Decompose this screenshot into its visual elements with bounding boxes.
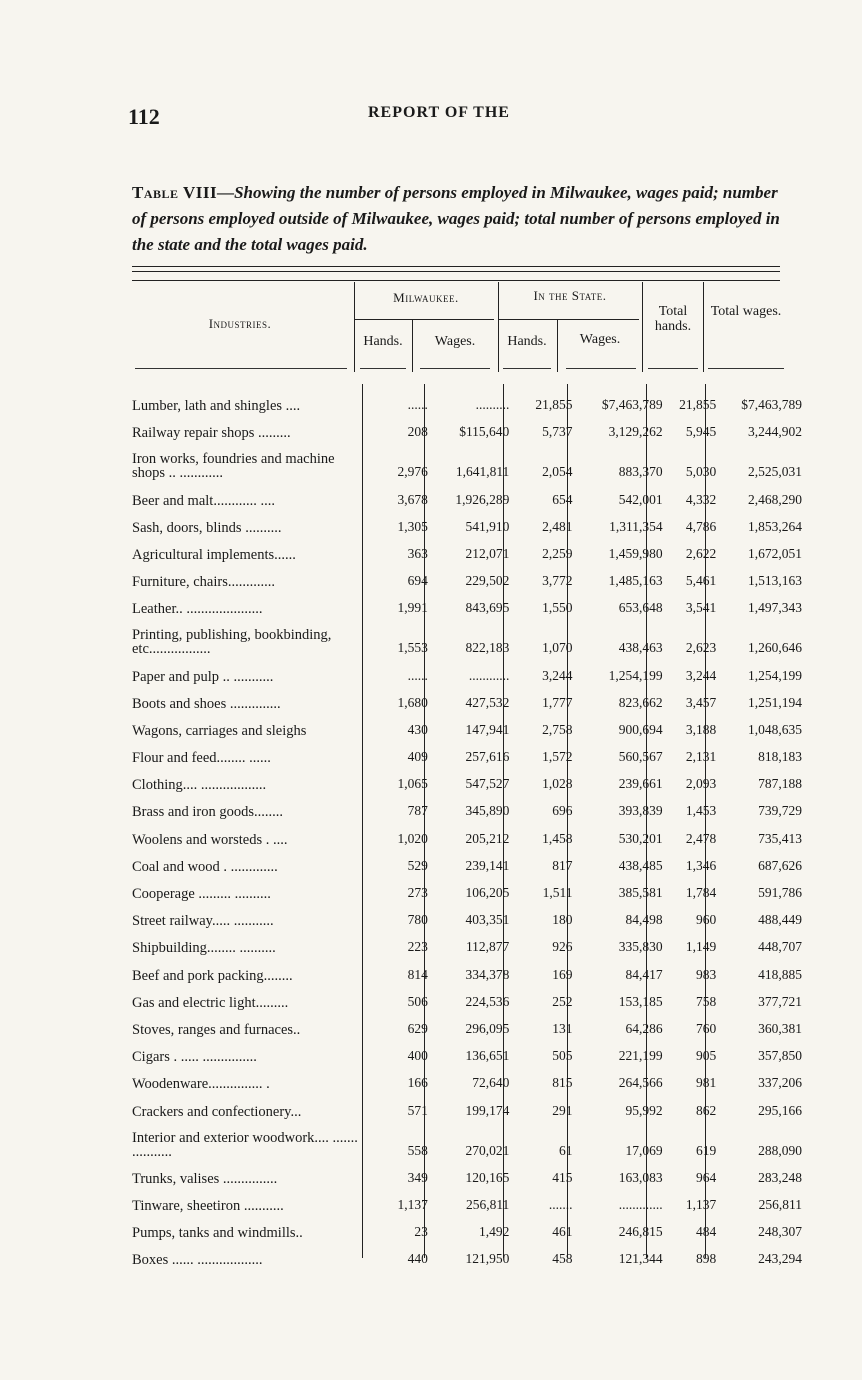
industry-cell: Crackers and confectionery... [132,1103,302,1120]
industry-cell: Beef and pork packing........ [132,967,293,984]
industry-cell: Brass and iron goods........ [132,804,284,821]
header-in-state: In the State. [533,288,607,303]
milwaukee-hands-cell: 571 [407,1102,428,1118]
state-wages-cell: 64,286 [625,1020,663,1036]
state-wages-cell: 153,185 [618,993,663,1009]
state-hands-cell: 2,758 [542,721,573,737]
state-hands-cell: 815 [552,1075,573,1091]
industry-cell: Cooperage ......... .......... [132,886,271,902]
total-wages-cell: 1,513,163 [748,573,802,589]
milwaukee-hands-cell: 2,976 [397,464,428,480]
total-hands-cell: 21,855 [679,397,717,413]
milwaukee-hands-cell: 23 [414,1224,428,1240]
milwaukee-wages-cell: 1,641,811 [455,464,510,480]
industry-cell: Leather.. ..................... [132,601,263,618]
total-wages-cell: 787,188 [758,776,802,792]
total-wages-cell: 1,048,635 [748,721,802,737]
industry-cell: Boxes ...... .................. [132,1252,263,1269]
industry-cell: Furniture, chairs............. [132,574,275,591]
total-hands-cell: 2,131 [685,749,717,765]
table-row [132,983,802,1010]
total-hands-cell: 758 [695,993,717,1009]
state-wages-cell: 1,485,163 [608,573,663,589]
milwaukee-hands-cell: 1,680 [397,694,428,710]
table-row [132,765,802,792]
group-rule [354,319,494,320]
milwaukee-hands-cell: ...... [407,397,428,413]
state-wages-cell: 264,566 [618,1075,663,1091]
milwaukee-wages-cell: 270,021 [465,1142,510,1158]
industry-cell: Sash, doors, blinds .......... [132,519,282,536]
state-hands-cell: 3,772 [542,573,573,589]
table-row [132,656,802,683]
total-hands-cell: 760 [695,1020,717,1036]
industry-cell: Iron works, foundries and machine shops .. ............ [132,451,335,482]
milwaukee-hands-cell: 223 [407,939,428,955]
milwaukee-hands-cell: 400 [407,1048,428,1064]
total-hands-cell: 5,461 [685,573,717,589]
milwaukee-hands-cell: 1,305 [397,518,428,534]
milwaukee-wages-cell: 403,351 [465,912,510,928]
state-hands-cell: 291 [552,1102,573,1118]
state-wages-cell: 653,648 [618,600,663,616]
total-hands-cell: 3,541 [685,600,717,616]
industry-cell: Coal and wood . ............. [132,858,278,875]
milwaukee-wages-cell: 147,941 [465,721,510,737]
total-wages-cell: 360,381 [758,1020,802,1036]
total-hands-cell: 4,332 [685,491,717,507]
milwaukee-hands-cell: 166 [407,1075,428,1091]
state-hands-cell: 505 [552,1048,573,1064]
table-row [132,440,802,480]
table-row [132,562,802,589]
total-wages-cell: 735,413 [758,830,802,846]
milwaukee-wages-cell: 112,877 [465,939,510,955]
industry-cell: Stoves, ranges and furnaces.. [132,1021,301,1038]
state-hands-cell: 1,028 [542,776,573,792]
state-hands-cell: 1,511 [542,885,573,900]
state-wages-cell: 530,201 [618,830,663,846]
state-hands-cell: 2,054 [542,464,573,480]
milwaukee-hands-cell: 529 [407,857,428,873]
milwaukee-hands-cell: 558 [407,1142,428,1158]
total-hands-cell: 862 [695,1102,717,1118]
milwaukee-hands-cell: 3,678 [397,491,428,507]
state-wages-cell: 84,498 [625,912,663,928]
industry-cell: Shipbuilding........ .......... [132,940,276,957]
state-hands-cell: 180 [552,912,573,928]
milwaukee-hands-cell: ...... [407,667,428,683]
header-mk-hands: Hands. [363,334,403,349]
total-hands-cell: 2,622 [685,545,717,561]
milwaukee-hands-cell: 1,020 [397,830,428,846]
milwaukee-wages-cell: ............ [468,667,510,683]
industry-cell: Trunks, valises ............... [132,1170,278,1187]
total-hands-cell: 1,784 [685,885,717,900]
column-divider [703,282,704,372]
state-wages-cell: 221,199 [618,1048,663,1064]
total-wages-cell: 256,811 [758,1196,802,1212]
milwaukee-hands-cell: 780 [407,912,428,928]
table-row [132,480,802,507]
industry-cell: Interior and exterior woodwork.... ....... ........... [132,1129,358,1160]
header-total-wages: Total wages. [710,304,782,319]
state-hands-cell: 926 [552,939,573,955]
total-wages-cell: 248,307 [758,1224,802,1240]
table-row [132,535,802,562]
milwaukee-wages-cell: 136,651 [465,1048,510,1064]
table-row [132,1159,802,1186]
header-rule [132,280,780,281]
total-wages-cell: 1,497,343 [748,600,802,616]
state-hands-cell: 131 [552,1020,573,1036]
header-industries: Industries. [208,316,272,331]
state-wages-cell: 121,344 [618,1251,663,1267]
header-st-wages: Wages. [579,332,621,347]
state-hands-cell: 1,550 [542,600,573,616]
state-wages-cell: 17,069 [625,1142,663,1158]
total-wages-cell: 687,626 [758,857,802,873]
milwaukee-wages-cell: $115,640 [459,424,510,440]
milwaukee-hands-cell: 1,553 [397,640,428,656]
total-wages-cell: 2,468,290 [748,491,802,507]
state-hands-cell: 252 [552,993,573,1009]
state-wages-cell: 1,459,980 [608,545,663,561]
state-wages-cell: 393,839 [618,803,663,819]
industry-cell: Lumber, lath and shingles .... [132,398,301,415]
total-wages-cell: 283,248 [758,1169,802,1185]
milwaukee-wages-cell: 121,950 [465,1251,510,1267]
industry-cell: Gas and electric light......... [132,994,289,1011]
table-row [132,386,802,413]
table-row [132,955,802,982]
total-hands-cell: 5,945 [685,424,717,440]
table-row [132,589,802,616]
top-rule [132,266,780,267]
state-hands-cell: ....... [548,1196,573,1212]
industry-cell: Wagons, carriages and sleighs [132,722,307,739]
total-hands-cell: 3,244 [685,667,717,683]
total-wages-cell: 3,244,902 [748,424,802,440]
milwaukee-wages-cell: 199,174 [465,1102,510,1118]
milwaukee-wages-cell: 541,910 [465,518,510,534]
header-dash [708,368,784,369]
total-hands-cell: 1,137 [685,1196,717,1212]
milwaukee-hands-cell: 349 [407,1169,428,1185]
header-dash [360,368,406,369]
header-dash [648,368,698,369]
industry-cell: Flour and feed........ ...... [132,750,271,767]
state-hands-cell: 461 [552,1224,573,1240]
total-wages-cell: 739,729 [758,803,802,819]
state-wages-cell: 438,463 [618,640,663,656]
state-wages-cell: $7,463,789 [601,397,663,413]
total-wages-cell: 337,206 [758,1075,802,1091]
milwaukee-wages-cell: 229,502 [465,573,510,589]
total-wages-cell: 1,251,194 [748,694,802,710]
table-row [132,792,802,819]
total-wages-cell: 377,721 [758,993,802,1009]
total-hands-cell: 619 [695,1142,717,1158]
table-label: Table VIII [132,183,218,202]
header-dash [503,368,551,369]
table-row [132,874,802,901]
total-wages-cell: 448,707 [758,939,802,955]
table-row [132,901,802,928]
total-wages-cell: 488,449 [758,912,802,928]
state-wages-cell: 3,129,262 [608,424,663,440]
total-wages-cell: 288,090 [758,1142,802,1158]
milwaukee-wages-cell: .......... [475,397,510,413]
header-total-hands: Total hands. [654,304,692,334]
total-wages-cell: 418,885 [758,966,802,982]
total-hands-cell: 484 [695,1224,717,1240]
state-wages-cell: 95,992 [625,1102,663,1118]
total-hands-cell: 898 [695,1251,717,1267]
industry-cell: Pumps, tanks and windmills.. [132,1225,303,1242]
table-row [132,1010,802,1037]
milwaukee-hands-cell: 363 [407,545,428,561]
table-row [132,616,802,656]
table-row [132,1240,802,1267]
state-wages-cell: 246,815 [618,1224,663,1240]
state-wages-cell: 385,581 [618,885,663,900]
milwaukee-wages-cell: 120,165 [465,1169,510,1185]
total-hands-cell: 983 [695,966,717,982]
industry-cell: Cigars . ..... ............... [132,1049,257,1066]
milwaukee-wages-cell: 1,926,289 [455,491,510,507]
milwaukee-wages-cell: 239,141 [465,857,510,873]
state-hands-cell: 1,777 [542,694,573,710]
state-wages-cell: 163,083 [618,1169,663,1185]
total-wages-cell: 357,850 [758,1048,802,1064]
milwaukee-hands-cell: 409 [407,749,428,765]
total-wages-cell: 2,525,031 [748,464,802,480]
table-row [132,1213,802,1240]
group-rule [499,319,639,320]
state-wages-cell: 438,485 [618,857,663,873]
milwaukee-wages-cell: 72,640 [472,1075,510,1091]
industry-cell: Paper and pulp .. ........... [132,668,274,685]
industry-cell: Beer and malt............ .... [132,492,275,509]
milwaukee-wages-cell: 296,095 [465,1020,510,1036]
total-wages-cell: 1,254,199 [748,667,802,683]
industries-table [132,386,802,1267]
milwaukee-hands-cell: 1,065 [397,776,428,792]
table-row [132,1037,802,1064]
state-hands-cell: 5,737 [542,424,573,440]
state-hands-cell: 654 [552,491,573,507]
state-hands-cell: 1,572 [542,749,573,765]
state-wages-cell: 84,417 [625,966,663,982]
header-dash [420,368,490,369]
total-hands-cell: 964 [695,1169,717,1185]
state-hands-cell: 817 [552,857,573,873]
industry-cell: Railway repair shops ......... [132,425,291,442]
table-row [132,1064,802,1091]
milwaukee-wages-cell: 843,695 [465,600,510,616]
total-wages-cell: 1,853,264 [748,518,802,534]
state-hands-cell: 415 [552,1169,573,1185]
total-hands-cell: 2,623 [685,640,717,656]
industry-cell: Agricultural implements...... [132,546,296,563]
table-row [132,819,802,846]
table-caption-text: —Showing the number of persons employed in Milwaukee, wages paid; number of persons employed outside of Milwaukee, wages paid; total number of persons employed in the state and the total wages paid. [132,183,780,254]
industry-cell: Tinware, sheetiron ........... [132,1197,284,1214]
total-wages-cell: 243,294 [758,1251,802,1267]
state-hands-cell: 2,259 [542,545,573,561]
header-st-hands: Hands. [507,334,547,349]
state-wages-cell: 239,661 [618,776,663,792]
total-wages-cell: 295,166 [758,1102,802,1118]
state-hands-cell: 21,855 [535,397,573,413]
industry-cell: Woolens and worsteds . .... [132,831,288,848]
industry-cell: Street railway..... ........... [132,913,274,930]
header-milwaukee: Milwaukee. [393,290,459,305]
industry-cell: Clothing.... .................. [132,777,267,794]
milwaukee-hands-cell: 787 [407,803,428,819]
milwaukee-wages-cell: 224,536 [465,993,510,1009]
milwaukee-hands-cell: 273 [407,885,428,900]
milwaukee-wages-cell: 334,378 [465,966,510,982]
state-wages-cell: 1,254,199 [608,667,663,683]
state-hands-cell: 458 [552,1251,573,1267]
table-row [132,1186,802,1213]
industry-cell: Boots and shoes .............. [132,695,281,712]
header-dash [566,368,636,369]
milwaukee-hands-cell: 1,991 [397,600,428,616]
total-hands-cell: 4,786 [685,518,717,534]
milwaukee-wages-cell: 205,212 [465,830,510,846]
state-wages-cell: 1,311,354 [609,518,663,534]
table-row [132,928,802,955]
industry-cell: Woodenware............... . [132,1076,270,1093]
header-mk-wages: Wages. [434,334,476,349]
total-hands-cell: 981 [695,1075,717,1091]
milwaukee-wages-cell: 1,492 [478,1224,510,1240]
milwaukee-wages-cell: 106,205 [465,885,510,900]
total-wages-cell: 1,672,051 [748,545,802,561]
state-hands-cell: 169 [552,966,573,982]
state-wages-cell: 542,001 [618,491,663,507]
state-wages-cell: 900,694 [618,721,663,737]
table-row [132,847,802,874]
table-body [132,386,802,1267]
table-caption [132,180,792,258]
total-hands-cell: 1,453 [685,803,717,819]
state-wages-cell: 883,370 [618,464,663,480]
state-wages-cell: 560,567 [618,749,663,765]
column-divider [354,282,355,372]
total-wages-cell: 1,260,646 [748,640,802,656]
milwaukee-hands-cell: 694 [407,573,428,589]
milwaukee-hands-cell: 1,137 [397,1196,428,1212]
milwaukee-wages-cell: 212,071 [465,545,510,561]
milwaukee-hands-cell: 629 [407,1020,428,1036]
state-hands-cell: 696 [552,803,573,819]
total-wages-cell: 591,786 [758,885,802,900]
state-hands-cell: 1,070 [542,640,573,656]
total-hands-cell: 1,346 [685,857,717,873]
milwaukee-wages-cell: 547,527 [465,776,510,792]
total-hands-cell: 3,188 [685,721,717,737]
milwaukee-hands-cell: 440 [407,1251,428,1267]
total-hands-cell: 2,093 [685,776,717,792]
milwaukee-wages-cell: 822,183 [465,640,510,656]
state-hands-cell: 2,481 [542,518,573,534]
total-hands-cell: 1,149 [685,939,717,955]
milwaukee-hands-cell: 506 [407,993,428,1009]
milwaukee-wages-cell: 256,811 [465,1196,510,1212]
total-hands-cell: 905 [695,1048,717,1064]
page-number: 112 [128,104,160,129]
industry-cell: Printing, publishing, bookbinding, etc................. [132,627,332,658]
table-row [132,738,802,765]
milwaukee-hands-cell: 208 [407,424,428,440]
table-row [132,508,802,535]
table-row [132,1091,802,1118]
state-hands-cell: 3,244 [542,667,573,683]
state-hands-cell: 61 [559,1142,573,1158]
total-hands-cell: 5,030 [685,464,717,480]
table-row [132,684,802,711]
milwaukee-wages-cell: 427,532 [465,694,510,710]
top-rule [132,271,780,272]
running-head: REPORT OF THE [368,104,510,121]
state-wages-cell: ............. [618,1196,663,1212]
total-hands-cell: 960 [695,912,717,928]
table-row [132,1119,802,1159]
table-row [132,711,802,738]
milwaukee-hands-cell: 814 [407,966,428,982]
total-hands-cell: 2,478 [685,830,717,846]
state-wages-cell: 335,830 [618,939,663,955]
state-wages-cell: 823,662 [618,694,663,710]
milwaukee-hands-cell: 430 [407,721,428,737]
header-dash [135,368,347,369]
total-hands-cell: 3,457 [685,694,717,710]
total-wages-cell: $7,463,789 [741,397,802,413]
total-wages-cell: 818,183 [758,749,802,765]
table-row [132,413,802,440]
state-hands-cell: 1,458 [542,830,573,846]
milwaukee-wages-cell: 345,890 [465,803,510,819]
milwaukee-wages-cell: 257,616 [465,749,510,765]
column-divider [498,282,499,372]
